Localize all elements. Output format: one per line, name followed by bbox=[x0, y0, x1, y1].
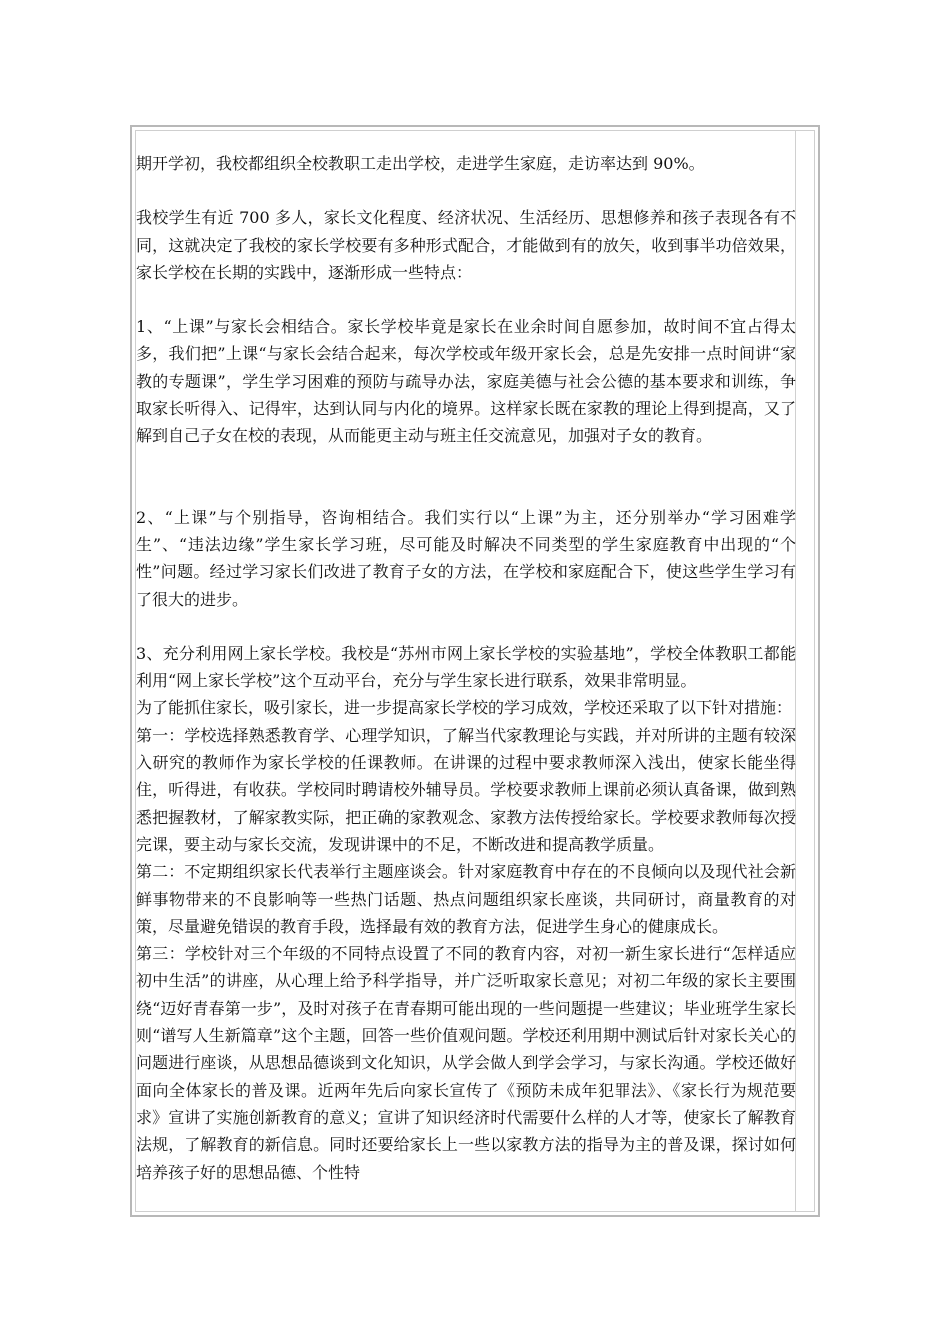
document-body bbox=[136, 150, 796, 1212]
paragraph-gap bbox=[136, 177, 796, 204]
paragraph-measure-3: 第三：学校针对三个年级的不同特点设置了不同的教育内容，对初一新生家长进行“怎样适应初中生活”的讲座，从心理上给予科学指导，并广泛听取家长意见；对初二年级的家长主要围绕“迈好青春第一步”，及时对孩子在青春期可能出现的一些问题提一些建议；毕业班学生家长则“谱写人生新篇章”这个主题，回答一些价值观问题。学校还利用期中测试后针对家长关心的问题进行座谈，从思想品德谈到文化知识，从学会做人到学会学习，与家长沟通。学校还做好面向全体家长的普及课。近两年先后向家长宣传了《预防未成年犯罪法》、《家长行为规范要求》宣讲了实施创新教育的意义；宣讲了知识经济时代需要什么样的人才等，使家长了解教育法规，了解教育的新信息。同时还要给家长上一些以家教方法的指导为主的普及课，探讨如何培养孩子好的思想品德、个性特 bbox=[136, 944, 796, 1182]
paragraph-measures-intro: 为了能抓住家长，吸引家长，进一步提高家长学校的学习成效，学校还采取了以下针对措施： bbox=[136, 698, 793, 718]
paragraph-gap bbox=[136, 450, 796, 504]
paragraph-gap bbox=[136, 286, 796, 313]
paragraph-point-1: 1、“上课”与家长会相结合。家长学校毕竟是家长在业余时间自愿参加，故时间不宜占得太多，我们把”上课“与家长会结合起来，每次学校或年级开家长会，总是先安排一点时间讲“家教的专题课”，学生学习困难的预防与疏导办法，家庭美德与社会公德的基本要求和训练，争取家长听得入、记得牢，达到认同与内化的境界。这样家长既在家教的理论上得到提高，又了解到自己子女在校的表现，从而能更主动与班主任交流意见，加强对子女的教育。 bbox=[136, 317, 796, 446]
paragraph-visit-rate: 期开学初，我校都组织全校教职工走出学校，走进学生家庭，走访率达到 90%。 bbox=[136, 154, 705, 173]
paragraph-point-2: 2、“上课”与个别指导，咨询相结合。我们实行以“上课”为主，还分别举办“学习困难学生”、“违法边缘”学生家长学习班，尽可能及时解决不同类型的学生家庭教育中出现的“个性”问题。经过学习家长们改进了教育子女的方法，在学校和家庭配合下，使这些学生学习有了很大的进步。 bbox=[136, 507, 796, 609]
paragraph-point-3: 3、充分利用网上家长学校。我校是“苏州市网上家长学校的实验基地”，学校全体教职工都能利用“网上家长学校”这个互动平台，充分与学生家长进行联系，效果非常明显。 bbox=[136, 643, 796, 691]
paragraph-school-overview: 我校学生有近 700 多人，家长文化程度、经济状况、生活经历、思想修养和孩子表现各有不同，这就决定了我校的家长学校要有多种形式配合，才能做到有的放矢，收到事半功倍效果，家长学校在长期的实践中，逐渐形成一些特点： bbox=[136, 208, 796, 282]
paragraph-gap bbox=[136, 613, 796, 640]
paragraph-measure-2: 第二：不定期组织家长代表举行主题座谈会。针对家庭教育中存在的不良倾向以及现代社会新鲜事物带来的不良影响等一些热门话题、热点问题组织家长座谈，共同研讨，商量教育的对策，尽量避免错误的教育手段，选择最有效的教育方法，促进学生身心的健康成长。 bbox=[136, 862, 796, 936]
paragraph-measure-1: 第一：学校选择熟悉教育学、心理学知识，了解当代家教理论与实践，并对所讲的主题有较深入研究的教师作为家长学校的任课教师。在讲课的过程中要求教师深入浅出，使家长能坐得住，听得进，有收获。学校同时聘请校外辅导员。学校要求教师上课前必须认真备课，做到熟悉把握教材，了解家教实际，把正确的家教观念、家教方法传授给家长。学校要求教师每次授完课，要主动与家长交流，发现讲课中的不足，不断改进和提高教学质量。 bbox=[136, 725, 796, 854]
